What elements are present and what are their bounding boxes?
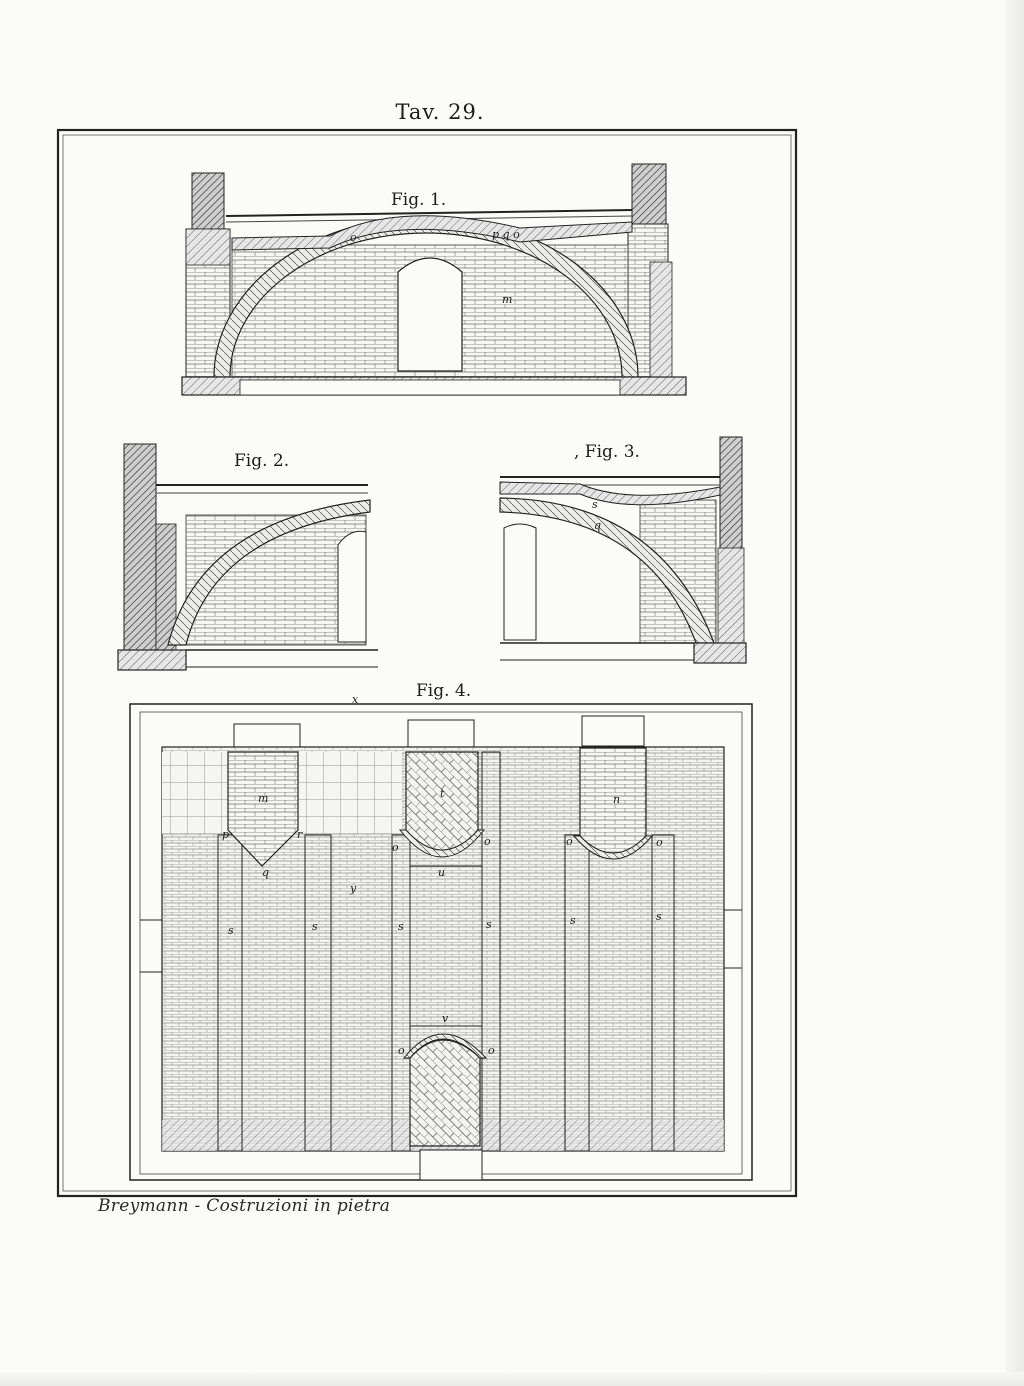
fig4-letter-u: u <box>438 866 446 879</box>
fig4-letter-s2: s <box>312 920 318 933</box>
fig4-letter-s4: s <box>486 918 492 931</box>
fig4-letter-t: t <box>440 787 445 800</box>
fig1-right-pier-lower <box>650 262 672 377</box>
fig1-doorway <box>398 258 462 371</box>
fig4-letter-n: n <box>613 793 621 806</box>
fig2-base <box>118 650 186 670</box>
fig4-letter-v: v <box>442 1012 449 1025</box>
fig4-letter-m: m <box>258 792 269 805</box>
fig1-left-pier-dark <box>186 229 230 265</box>
fig2-pier <box>124 444 156 650</box>
fig4-top-block-mid <box>408 720 474 750</box>
fig1-right-pier-cap <box>632 164 666 224</box>
fig3-letter-q: q <box>594 519 602 532</box>
plate-caption: Breymann - Costruzioni in pietra <box>98 1196 391 1216</box>
fig4-letter-s5: s <box>570 914 576 927</box>
fig4-letter-s1: s <box>228 924 234 937</box>
figure-1-vault-section <box>182 164 686 395</box>
fig4-label: Fig. 4. <box>416 681 472 701</box>
fig4-letter-r: r <box>297 828 303 841</box>
fig4-bottom-block <box>420 1150 482 1180</box>
fig3-base <box>694 643 746 663</box>
fig1-letter-m: m <box>502 293 513 306</box>
fig1-letter-pqo: p q o <box>492 228 520 241</box>
fig4-letter-q: q <box>262 866 270 879</box>
fig4-letter-o6: o <box>488 1044 495 1057</box>
fig3-letter-s: s <box>592 498 598 511</box>
figure-2-half-vault <box>118 444 378 670</box>
fig4-letter-p: p <box>222 828 230 841</box>
fig4-letter-o3: o <box>566 835 573 848</box>
fig1-base-gap <box>240 380 620 395</box>
figure-3-half-vault <box>500 437 746 663</box>
fig4-letter-o5: o <box>398 1044 405 1057</box>
fig1-top-beam <box>226 210 632 216</box>
fig1-letter-o: o <box>350 231 357 244</box>
fig2-label: Fig. 2. <box>234 451 290 471</box>
fig4-letter-s6: s <box>656 910 662 923</box>
fig1-left-pier-cap <box>192 173 224 229</box>
fig3-pier-lower <box>718 548 744 643</box>
fig4-letter-y: y <box>350 882 357 895</box>
fig4-letter-o1: o <box>392 841 399 854</box>
fig4-herringbone-v <box>410 1040 480 1146</box>
fig1-label: Fig. 1. <box>391 190 447 210</box>
figure-4-vault-plan <box>130 681 752 1180</box>
fig4-letter-s3: s <box>398 920 404 933</box>
fig4-letter-o4: o <box>656 836 663 849</box>
fig4-letter-x: x <box>352 693 359 706</box>
fig4-central-channel <box>410 866 482 1026</box>
fig4-top-block-right <box>582 716 644 746</box>
fig2-opening <box>338 531 366 642</box>
plate-title: Tav. 29. <box>395 100 485 124</box>
fig3-opening <box>504 524 536 640</box>
fig4-letter-o2: o <box>484 835 491 848</box>
fig4-herringbone-t <box>406 752 478 855</box>
fig3-label: , Fig. 3. <box>574 442 640 462</box>
